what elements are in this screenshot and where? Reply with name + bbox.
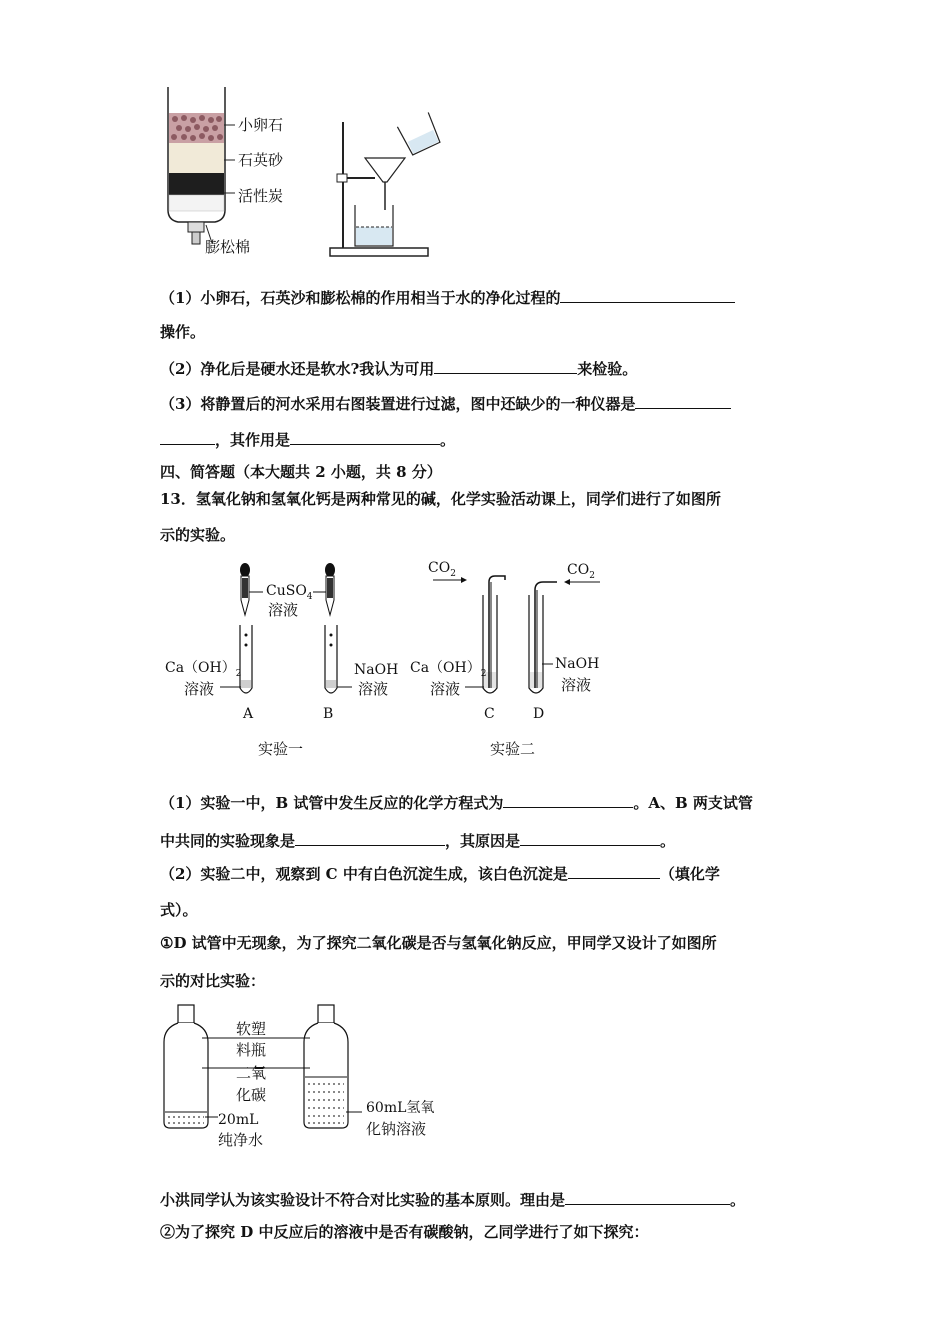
q13-reason-tail: 。	[730, 1191, 746, 1209]
label-caoh2-solution-c: 溶液	[430, 680, 461, 698]
label-co2-right	[567, 562, 595, 584]
q13-part1-line1	[160, 791, 753, 813]
q13-part1-text-d: ，其原因是	[445, 832, 521, 850]
label-soft-bottle-1: 软塑	[236, 1020, 267, 1038]
label-co2-1: 二氧	[236, 1064, 267, 1082]
answer-blank[interactable]	[434, 357, 577, 374]
label-soft-bottle-2: 料瓶	[236, 1041, 267, 1059]
label-naoh-solution-d: 溶液	[561, 676, 592, 694]
answer-blank[interactable]	[290, 428, 440, 445]
label-naoh-d: NaOH	[555, 656, 600, 672]
label-caoh2-a	[165, 660, 241, 682]
caoh2-subscript: 2	[480, 668, 487, 679]
q13-part1-text-e: 。	[660, 832, 676, 850]
q13-circle2: ②为了探究 D 中反应后的溶液中是否有碳酸钠，乙同学进行了如下探究：	[160, 1223, 649, 1241]
label-naoh-volume: 60mL氢氧	[366, 1100, 435, 1116]
q13-part2-line2: 式）。	[160, 901, 198, 919]
filtration-apparatus-diagram	[325, 110, 455, 260]
answer-blank[interactable]	[560, 286, 735, 303]
caoh2-formula: Ca（OH）	[410, 660, 481, 676]
co2-subscript: 2	[589, 570, 595, 581]
caption-experiment-two: 实验二	[490, 740, 536, 758]
q13-circle1-line2: 示的对比实验：	[160, 972, 266, 990]
bottle-icon	[164, 1005, 208, 1128]
label-tube-a: A	[243, 706, 254, 722]
q12-part2-tail: 来检验。	[577, 360, 638, 378]
q12-part3-text: （3）将静置后的河水采用右图装置进行过滤，图中还缺少的一种仪器是	[160, 395, 636, 413]
label-water-volume: 20mL	[218, 1112, 259, 1128]
label-cotton: 膨松棉	[205, 238, 251, 256]
label-quartz-sand: 石英砂	[238, 151, 284, 169]
co2-formula: CO	[428, 560, 451, 576]
q12-part3-mid: ，其作用是	[215, 431, 291, 449]
bottle-icon	[304, 1005, 348, 1128]
caoh2-subscript: 2	[235, 668, 242, 679]
answer-blank[interactable]	[568, 862, 660, 879]
label-pebbles: 小卵石	[238, 116, 284, 134]
q12-part3-line1	[160, 392, 731, 414]
label-co2-2: 化碳	[236, 1086, 267, 1104]
label-caoh2-c	[410, 660, 486, 682]
q12-part2	[160, 357, 637, 379]
dropper-icon	[325, 563, 335, 615]
q13-circle1-line1: ①D 试管中无现象，为了探究二氧化碳是否与氢氧化钠反应，甲同学又设计了如图所	[160, 934, 717, 952]
q13-intro-line2: 示的实验。	[160, 526, 236, 544]
q12-part1-text: （1）小卵石，石英沙和膨松棉的作用相当于水的净化过程的	[160, 289, 561, 307]
q12-part1-tail: 操作。	[160, 323, 206, 341]
caoh2-formula: Ca（OH）	[165, 660, 236, 676]
answer-blank[interactable]	[295, 829, 445, 846]
label-naoh-solution-b: 溶液	[358, 680, 389, 698]
q13-part2-text: （2）实验二中，观察到 C 中有白色沉淀生成，该白色沉淀是	[160, 865, 568, 883]
label-tube-c: C	[484, 706, 495, 722]
label-water-type: 纯净水	[218, 1131, 264, 1149]
label-tube-d: D	[533, 706, 545, 722]
label-co2-left	[428, 560, 456, 582]
answer-blank[interactable]	[565, 1188, 730, 1205]
q13-intro-line1: 13．氢氧化钠和氢氧化钙是两种常见的碱，化学实验活动课上，同学们进行了如图所	[160, 490, 721, 508]
q13-part1-text-b: 。A、B 两支试管	[633, 794, 753, 812]
q12-part1-line1	[160, 286, 735, 308]
label-cuso4-solution: 溶液	[268, 601, 299, 619]
label-naoh-type: 化钠溶液	[366, 1120, 427, 1138]
answer-blank[interactable]	[160, 428, 215, 445]
caption-experiment-one: 实验一	[258, 740, 304, 758]
q13-part2-line1	[160, 862, 720, 884]
q13-part1-text: （1）实验一中，B 试管中发生反应的化学方程式为	[160, 794, 504, 812]
dropper-icon	[240, 563, 250, 615]
answer-blank[interactable]	[520, 829, 660, 846]
q12-part2-text: （2）净化后是硬水还是软水?我认为可用	[160, 360, 435, 378]
q13-reason-text: 小洪同学认为该实验设计不符合对比实验的基本原则。理由是	[160, 1191, 566, 1209]
q12-part3-line2	[160, 428, 455, 450]
answer-blank[interactable]	[635, 392, 731, 409]
co2-formula: CO	[567, 562, 590, 578]
label-naoh-b: NaOH	[354, 662, 399, 678]
answer-blank[interactable]	[503, 791, 633, 808]
q13-part2-text-b: （填化学	[659, 865, 720, 883]
q13-part1-line2	[160, 829, 675, 851]
label-caoh2-solution-a: 溶液	[184, 680, 215, 698]
co2-subscript: 2	[450, 568, 456, 579]
q13-reason-line	[160, 1188, 745, 1210]
q12-part1-line2	[160, 322, 205, 342]
q12-part3-tail: 。	[440, 431, 456, 449]
cuso4-subscript: 4	[306, 591, 313, 602]
q13-part1-text-c: 中共同的实验现象是	[160, 832, 296, 850]
section-heading: 四、简答题（本大题共 2 小题，共 8 分）	[160, 463, 442, 481]
cuso4-formula: CuSO	[266, 583, 307, 599]
label-tube-b: B	[323, 706, 334, 722]
label-activated-carbon: 活性炭	[238, 187, 284, 205]
